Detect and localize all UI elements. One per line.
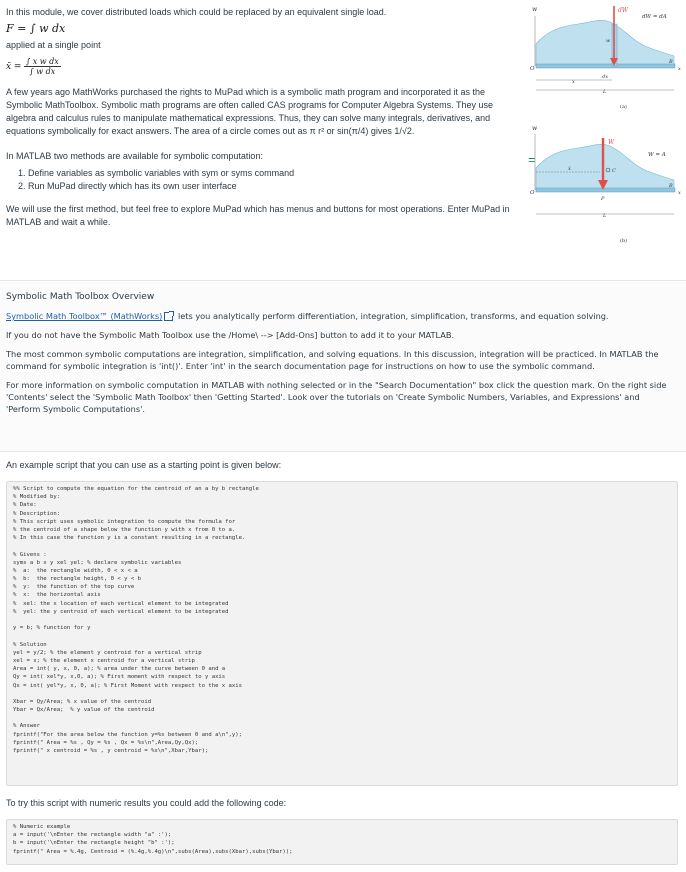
method-item: 2. Run MuPad directly which has its own user interface	[28, 180, 522, 193]
fig-a-load-area	[536, 20, 674, 66]
code-line: % b: the rectangle height, 0 < y < b	[13, 576, 141, 583]
code-line	[13, 714, 671, 722]
code-line: Qx = int( yel*y, x, 0, a); % First Moment with respect to the x axis	[13, 682, 243, 689]
code-line: % Description:	[13, 510, 61, 517]
code-line: % the centroid of a shape below the function y with x from 0 to a.	[13, 526, 236, 533]
toolbox-link-tail: lets you analytically perform differentiation, integration, simplification, transforms, and equation solving.	[177, 311, 609, 321]
fig-a-x: x	[678, 66, 681, 72]
code-line: % Answer	[13, 723, 40, 730]
code-line: % x: the horizontal axis	[13, 592, 101, 599]
code-line: syms a b x y xel yel; % declare symbolic variables	[13, 559, 182, 566]
code-line: % Givens :	[13, 551, 47, 558]
code-line: fprintf("For the area below the function y=%s between 0 and a\n",y);	[13, 731, 243, 738]
intro-line: In this module, we cover distributed loads which could be replaced by an equivalent single load.	[6, 7, 387, 17]
fig-b-P: P	[601, 196, 605, 202]
fig-b-caption: (b)	[620, 238, 628, 244]
fig-b-O: O	[530, 190, 535, 196]
fig-a-dx: dx	[602, 74, 609, 80]
code-line	[13, 690, 671, 698]
example-code-block[interactable]	[6, 481, 678, 786]
toolbox-link-paragraph	[6, 310, 674, 322]
code-line: Area = int( y, x, 0, a); % area under the curve between 0 and a	[13, 666, 226, 673]
code-line	[13, 542, 671, 550]
fig-b-x: x	[678, 190, 681, 196]
fig-a-O: O	[530, 66, 535, 72]
code-line: % Date:	[13, 502, 37, 509]
fig-a-L: L	[603, 89, 607, 95]
fig-a-beam	[536, 64, 675, 68]
numeric-code-block[interactable]	[6, 819, 678, 865]
code-line: y = b; % function for y	[13, 625, 91, 632]
distributed-load-figure	[528, 2, 682, 248]
external-link-icon[interactable]	[164, 312, 173, 321]
fig-a-B: B	[669, 59, 673, 65]
toolbox-heading: Symbolic Math Toolbox Overview	[6, 292, 155, 302]
code-line	[13, 632, 671, 640]
code-line: % a: the rectangle width, 0 < x < a	[13, 567, 138, 574]
code-line: %% Script to compute the equation for the centroid of an a by b rectangle	[13, 486, 259, 492]
fig-b-beam	[536, 188, 675, 192]
cas-paragraph: A few years ago MathWorks purchased the rights to MuPad which is a symbolic math program and incorporated it as the Symbolic MathToolbox. Symbolic math programs are often called CAS programs for Computer Algebra Systems. They use algebra and calculus rules to manipulate mathematical expressions. Thus, they can solve many integrals, derivatives, and equations symbolically for exact answers. The area of a circle comes out as π r² or sin(π/4) gives 1/√2.	[6, 87, 494, 136]
code-line: % y: the function of the top curve	[13, 584, 135, 591]
toolbox-link[interactable]: Symbolic Math Toolbox™ (MathWorks)	[6, 311, 163, 321]
formula-xbar: x̄ = $\frac{\text{∫ x w dx}}{\text{∫ w dx}}$	[6, 57, 59, 76]
code-line: fprintf(" x centroid = %s , y centroid = %s\n",Xbar,Ybar);	[13, 748, 209, 754]
example-intro: An example script that you can use as a starting point is given below:	[6, 460, 282, 470]
code-line: % xel: the x location of each vertical element to be integrated	[13, 600, 229, 607]
fig-b-W-eq: W = A	[648, 152, 666, 158]
integration-paragraph: The most common symbolic computations are integration, simplification, and solving equations. In this discussion, integration will be practiced. In MATLAB the command for symbolic integration is 'int()'. Enter 'int' in the search documentation page for instructions on how to use the symbolic command.	[6, 349, 659, 371]
addons-paragraph: If you do not have the Symbolic Math Toolbox use the /Home\ --> [Add-Ons] button to add it to your MATLAB.	[6, 330, 455, 340]
code-line	[13, 616, 671, 624]
code-line: % In this case the function y is a constant resulting in a rectangle.	[13, 535, 246, 542]
fig-a-w-small: w	[606, 38, 611, 44]
methods-list	[6, 167, 522, 193]
intro-text	[6, 6, 522, 229]
code-line: Ybar = Qx/Area; % y value of the centroid	[13, 707, 155, 714]
mupad-paragraph: We will use the first method, but feel free to explore MuPad which has menus and buttons for most operations. Enter MuPad in MATLAB and wait a while.	[6, 204, 510, 227]
code-line: fprintf(" Area = %.4g, Centroid = (%.4g,%.4g)\n",subs(Area),subs(Xbar),subs(Ybar));	[13, 848, 293, 855]
code-line: b = input('\nEnter the rectangle height "b" :');	[13, 840, 175, 847]
applied-text: applied at a single point	[6, 40, 101, 50]
code-line: % Modified by:	[13, 494, 61, 501]
documentation-paragraph: For more information on symbolic computation in MATLAB with nothing selected or in the "Search Documentation" box click the question mark. On the right side 'Contents' select the 'Symbolic Math Toolbox' then 'Getting Started'. Look over the tutorials on 'Create Symbolic Numbers, Variables, and Expressions' and 'Perform Symbolic Computations'.	[6, 380, 667, 414]
formula-F: F = ∫ w dx	[6, 22, 66, 35]
code-line: fprintf(" Area = %s , Qy = %s , Qx = %s\n",Area,Qy,Qx);	[13, 739, 199, 746]
fig-b-B: B	[669, 183, 673, 189]
fig-b-C: C	[612, 168, 616, 174]
code-line: Xbar = Qy/Area; % x value of the centroid	[13, 698, 152, 705]
intro-section	[0, 0, 686, 268]
code-line: % Solution	[13, 641, 47, 648]
toolbox-text	[6, 291, 674, 422]
fig-a-dW-label: dW	[618, 7, 629, 14]
fig-a-w-label: w	[532, 6, 538, 13]
try-text: To try this script with numeric results you could add the following code:	[6, 798, 287, 808]
methods-intro: In MATLAB two methods are available for symbolic computation:	[6, 151, 263, 161]
method-item: 1. Define variables as symbolic variables with sym or syms command	[28, 167, 522, 180]
code-line: a = input('\nEnter the rectangle width "a" :');	[13, 832, 172, 839]
fig-b-xbar: x̄	[568, 166, 571, 172]
fig-a-x-dim-label: x	[572, 79, 575, 85]
equals-sign: =	[528, 152, 536, 167]
code-line: % This script uses symbolic integration to compute the formula for	[13, 518, 236, 525]
toolbox-section	[0, 280, 686, 452]
fig-b-W-label: W	[608, 139, 615, 146]
code-line: yel = y/2; % the element y centroid for a vertical strip	[13, 649, 202, 656]
fig-b-L: L	[603, 213, 607, 219]
fig-b-w-label: w	[532, 125, 538, 132]
code-line: % Numeric example	[13, 824, 71, 830]
fig-a-caption: (a)	[620, 104, 627, 110]
xbar-fraction: $\frac{\text{∫ x w dx}}{\text{∫ w dx}}$	[26, 57, 59, 76]
code-line: % yel: the y centroid of each vertical element to be integrated	[13, 608, 229, 615]
example-section	[0, 452, 686, 872]
fig-a-dW-eq: dW = dA	[642, 14, 667, 20]
code-line: Qy = int( xel*y, x,0, a); % First moment with respect to y axis	[13, 674, 226, 681]
code-line: xel = x; % the element x centroid for a vertical strip	[13, 657, 195, 664]
